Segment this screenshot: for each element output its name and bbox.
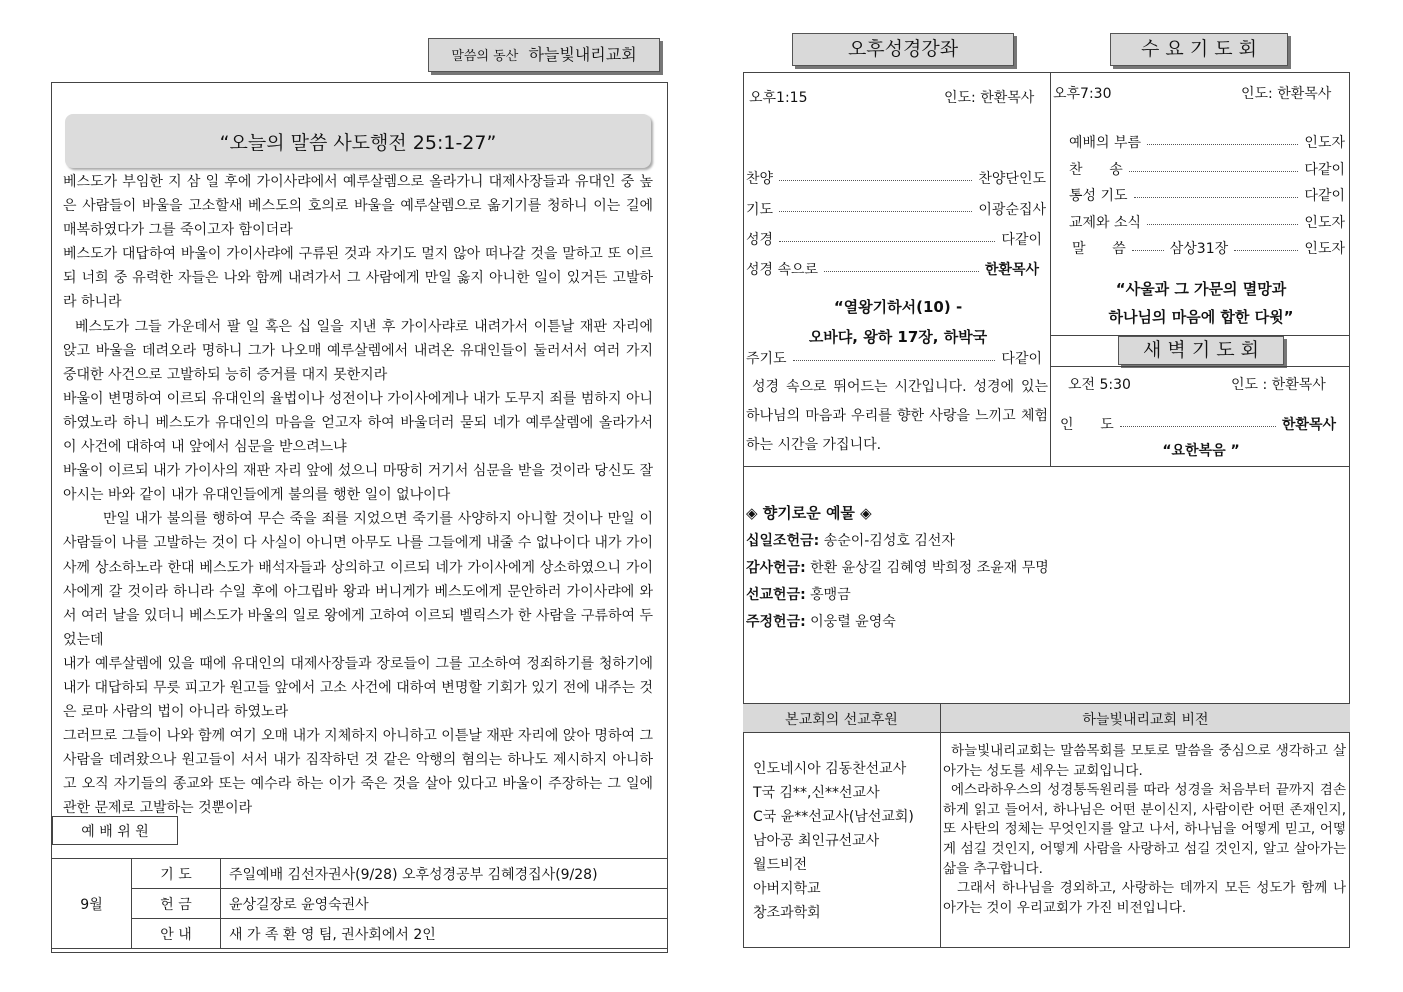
afternoon-title-pill	[792, 33, 1014, 66]
church-motto: 말씀의 동산	[451, 49, 519, 64]
wednesday-title: 수 요 기 도 회	[1141, 38, 1257, 60]
wednesday-sermon: “사울과 그 가문의 멸망과 하나님의 마음에 합한 다윗”	[1108, 280, 1294, 326]
list-item: 남아공 최인규선교사	[753, 833, 880, 849]
list-item: 월드비전	[753, 857, 808, 873]
wednesday-title-pill	[1110, 33, 1288, 66]
afternoon-time: 오후1:15	[749, 90, 808, 106]
list-item: 창조과학회	[753, 905, 821, 921]
mission-vision-divider	[940, 703, 941, 948]
offering-line: 감사헌금: 한환 윤상길 김혜영 박희정 조윤재 무명	[746, 560, 1049, 576]
committee-role: 안 내	[132, 919, 221, 949]
scripture-paragraph: 바울이 이르되 내가 가이사의 재판 자리 앞에 섰으니 마땅히 거기서 심문을 받을 것이라 당신도 잘 아시는 바와 같이 내가 유대인들에게 불의를 행한 일이 없나이다	[63, 463, 653, 504]
column-divider	[1050, 72, 1051, 466]
committee-month: 9월	[52, 859, 132, 949]
wednesday-item: 예배의 부름 인도자	[1069, 135, 1345, 151]
dawn-header-line	[1050, 366, 1350, 367]
table-row	[52, 889, 668, 919]
section-divider	[743, 466, 1350, 467]
mission-title: 본교회의 선교후원	[785, 712, 898, 728]
sermon-title: “오늘의 말씀 사도행전 25:1-27”	[219, 132, 497, 154]
committee-title: 예 배 위 원	[81, 824, 149, 840]
dawn-title: 새 벽 기 도 회	[1143, 339, 1259, 361]
vision-title: 하늘빛내리교회 비전	[1082, 712, 1209, 728]
scripture-paragraph: 만일 내가 불의를 행하여 무슨 죽을 죄를 지었으면 죽기를 사양하지 아니할 것이나 만일 이 사람들이 나를 고발하는 것이 다 사실이 아니면 아무도 나를 그들에게 내줄 수 없나이다 내가 가이사께 상소하노라 한대 베스도가 배석자들과 상의하고 이르되 네가 가이사에게 상소하였으니 가이사에게 갈 것이라 하니라 수일 후에 아그립바 왕과 버니게가 베스도에게 문안하러 가이사랴에 와서 여러 날을 있더니 베스도가 바울의 일로 왕에게 고하여 이르되 벨릭스가 한 사람을 구류하여 두었는데	[63, 511, 653, 648]
wednesday-item: 통성 기도 다같이	[1069, 188, 1345, 204]
afternoon-leader: 인도: 한환목사	[944, 90, 1035, 106]
dawn-title-pill	[1118, 336, 1284, 365]
afternoon-item: 성경 속으로 한환목사	[746, 262, 1039, 278]
afternoon-item: 성경 다같이	[746, 232, 1042, 248]
committee-value: 주일예배 김선자권사(9/28) 오후성경공부 김혜경집사(9/28)	[221, 859, 668, 889]
offering-section	[746, 500, 1346, 636]
committee-value: 새 가 족 환 영 팀, 권사회에서 2인	[221, 919, 668, 949]
scripture-text	[63, 170, 653, 821]
afternoon-closing: 주기도 다같이	[746, 351, 1042, 367]
dawn-item: 인 도 한환목사	[1060, 417, 1336, 433]
dawn-time: 오전 5:30	[1068, 377, 1131, 393]
committee-value: 윤상길장로 윤영숙권사	[221, 889, 668, 919]
scripture-paragraph: 베스도가 대답하여 바울이 가이사랴에 구류된 것과 자기도 멀지 않아 떠나갈 것을 말하고 또 이르되 너희 중 유력한 자들은 나와 함께 내려가서 그 사람에게 만일 옳지 아니한 일이 있거든 고발하라 하니라	[63, 246, 653, 311]
afternoon-item: 기도 이광순집사	[746, 202, 1046, 218]
committee-role: 기 도	[132, 859, 221, 889]
afternoon-item: 찬양 찬양단인도	[746, 171, 1046, 187]
church-header	[428, 38, 660, 72]
wednesday-time: 오후7:30	[1053, 86, 1112, 102]
dawn-passage: “요한복음 ”	[1162, 443, 1240, 459]
church-name: 하늘빛내리교회	[528, 45, 637, 64]
afternoon-note: 성경 속으로 뛰어드는 시간입니다. 성경에 있는 하나님의 마음과 우리를 향한 사랑을 느끼고 체험하는 시간을 가집니다.	[746, 379, 1048, 453]
offering-line: 주정헌금: 이웅렬 윤영숙	[746, 614, 896, 630]
wednesday-leader: 인도: 한환목사	[1241, 86, 1332, 102]
scripture-paragraph: 그러므로 그들이 나와 함께 여기 오매 내가 지체하지 아니하고 이튿날 재판 자리에 앉아 명하여 그 사람을 데려왔으나 원고들이 서서 내가 짐작하던 것 같은 악행의 혐의는 하나도 제시하지 아니하고 오직 자기들의 종교와 또는 예수라 하는 이가 죽은 것을 살아 있다고 바울이 주장하는 그 일에 관한 문제로 고발하는 것뿐이라	[63, 728, 653, 817]
vision-paragraph: 하늘빛내리교회는 말씀목회를 모토로 말씀을 중심으로 생각하고 살아가는 성도를 세우는 교회입니다.	[943, 743, 1346, 779]
sermon-title-banner	[65, 114, 651, 168]
vision-paragraph: 그래서 하나님을 경외하고, 사랑하는 데까지 모든 성도가 함께 나아가는 것이 우리교회가 가진 비전입니다.	[943, 880, 1346, 916]
scripture-paragraph: 베스도가 그들 가운데서 팔 일 혹은 십 일을 지낸 후 가이사랴로 내려가서 이튿날 재판 자리에 앉고 바울을 데려오라 명하니 그가 나오매 예루살렘에서 내려온 유대인들이 둘러서서 여러 가지 중대한 사건으로 고발하되 능히 증거를 대지 못한지라	[63, 318, 653, 383]
scripture-paragraph: 베스도가 부임한 지 삼 일 후에 가이사랴에서 예루살렘으로 올라가니 대제사장들과 유대인 중 높은 사람들이 바울을 고소할새 베스도의 호의로 바울을 예루살렘으로 옮기기를 청하니 이는 길에 매복하였다가 그를 죽이고자 함이더라	[63, 174, 653, 239]
table-row	[52, 919, 668, 949]
scripture-paragraph: 바울이 변명하여 이르되 유대인의 율법이나 성전이나 가이사에게나 내가 도무지 죄를 범하지 아니하였노라 하니 베스도가 유대인의 마음을 얻고자 하여 바울더러 묻되 네가 예루살렘에 올라가서 이 사건에 대하여 내 앞에서 심문을 받으려느냐	[63, 390, 653, 456]
afternoon-title: 오후성경강좌	[847, 38, 959, 60]
wednesday-item: 찬 송 다같이	[1069, 162, 1345, 178]
committee-table	[51, 858, 668, 949]
offering-line: 십일조헌금: 송순이-김성호 김선자	[746, 533, 955, 549]
scripture-paragraph: 내가 예루살렘에 있을 때에 유대인의 대제사장들과 장로들이 그를 고소하여 정죄하기를 청하기에 내가 대답하되 무릇 피고가 원고들 앞에서 고소 사건에 대하여 변명할 기회가 있기 전에 내주는 것은 로마 사람의 법이 아니라 하였노라	[63, 655, 653, 721]
table-row	[52, 859, 668, 889]
vision-text	[943, 742, 1346, 918]
committee-title-box	[52, 816, 178, 845]
list-item: 인도네시아 김동찬선교사	[753, 761, 907, 777]
dawn-leader: 인도 : 한환목사	[1231, 377, 1326, 393]
wednesday-item: 교제와 소식 인도자	[1069, 215, 1345, 231]
wednesday-word: 말 씀 삼상31장 인도자	[1072, 241, 1345, 257]
list-item: C국 윤**선교사(남선교회)	[753, 809, 914, 825]
offering-line: 선교헌금: 홍맹금	[746, 587, 851, 603]
list-item: 아버지학교	[753, 881, 821, 897]
list-item: T국 김**,신**선교사	[753, 785, 880, 801]
mission-list	[753, 757, 914, 925]
committee-role: 헌 금	[132, 889, 221, 919]
afternoon-passage: “열왕기하서(10) - 오바댜, 왕하 17장, 하박국	[808, 298, 988, 346]
vision-paragraph: 에스라하우스의 성경통독원리를 따라 성경을 처음부터 끝까지 겸손하게 읽고 들어서, 하나님은 어떤 분이신지, 사람이란 어떤 존재인지, 또 사탄의 정체는 무엇인지를 알고 나서, 하나님을 어떻게 믿고, 어떻게 섬길 것인지, 어떻게 사람을 사랑하고 섬길 것인지, 알고 살아가는 삶을 추구합니다.	[943, 782, 1346, 877]
offering-title: ◈ 향기로운 예물 ◈	[746, 504, 872, 522]
